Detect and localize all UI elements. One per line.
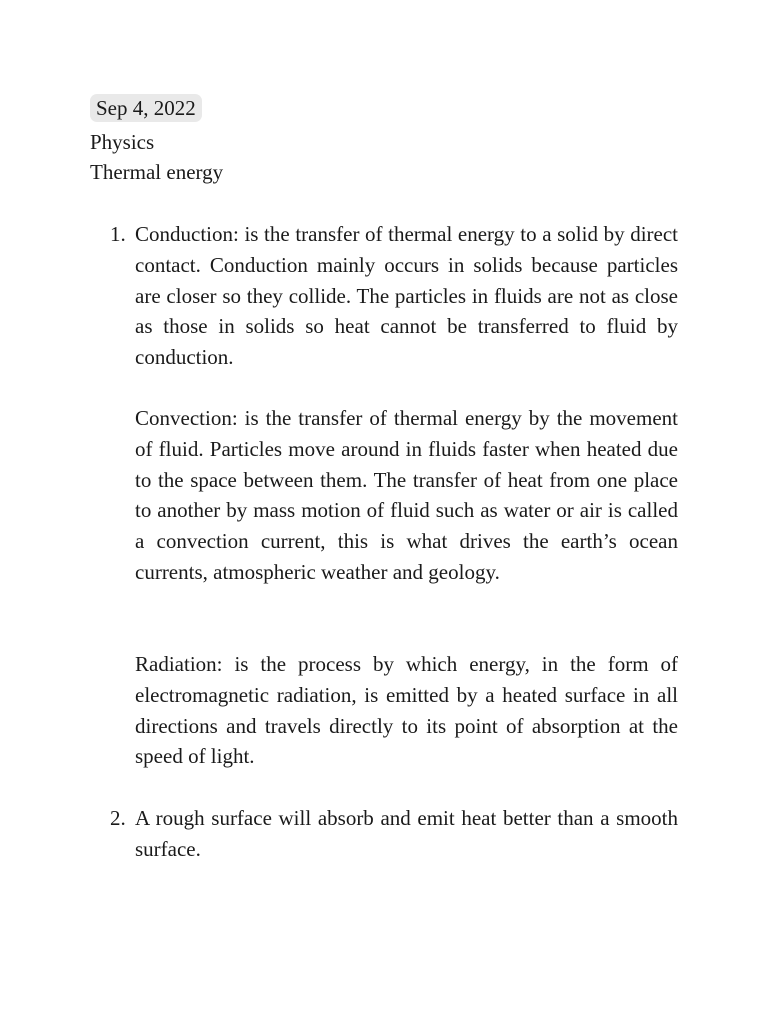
date-chip[interactable]: Sep 4, 2022 (90, 94, 202, 122)
subject-line: Physics (90, 130, 155, 154)
topic-line: Thermal energy (90, 160, 224, 184)
radiation-paragraph: Radiation: is the process by which energy, in the form of electromagnetic radiation, is emitted by a heated surface in all directions and travels directly to its point of absorption at the speed of light. (135, 652, 678, 769)
surface-paragraph: A rough surface will absorb and emit heat better than a smooth surface. (135, 806, 678, 861)
convection-paragraph: Convection: is the transfer of thermal energy by the movement of fluid. Particles move around in fluids faster when heated due to the space between them. The transfer of heat from one place to another by mass motion of fluid such as water or air is called a convection current, this is what drives the earth’s ocean currents, atmospheric weather and geology. (135, 406, 678, 584)
list-item-number: 1. (110, 222, 126, 246)
conduction-paragraph: Conduction: is the transfer of thermal energy to a solid by direct contact. Conduction mainly occurs in solids because particles are closer so they collide. The particles in fluids are not as close as those in solids so heat cannot be transferred to fluid by conduction. (135, 222, 678, 370)
list-item-number: 2. (110, 806, 126, 830)
